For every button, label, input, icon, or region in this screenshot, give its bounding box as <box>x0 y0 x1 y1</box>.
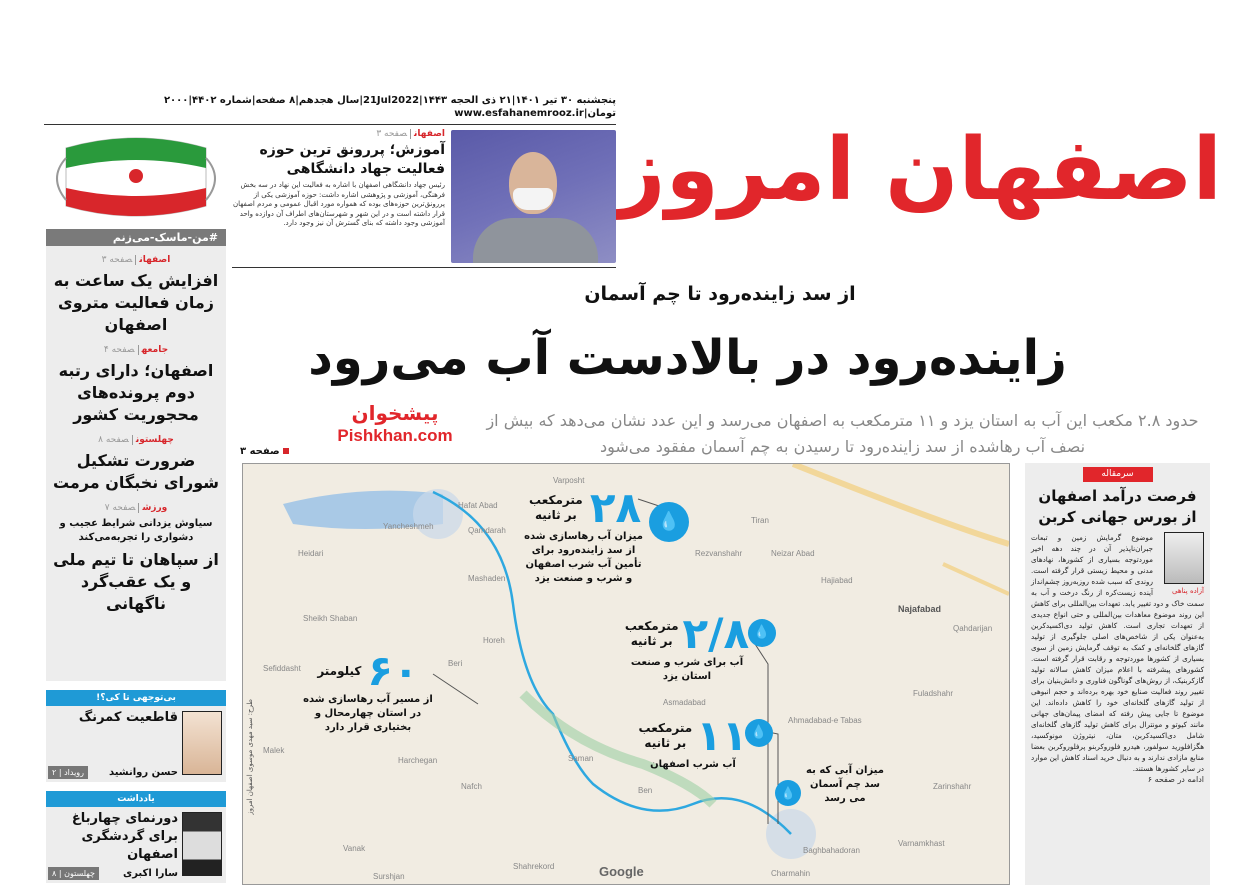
news-headline[interactable]: ضرورت تشکیل شورای نخبگان مرمت <box>52 451 219 492</box>
news-headline[interactable]: از سپاهان تا تیم ملی و یک عقب‌گرد ناگهانی <box>53 550 219 613</box>
author-figure <box>1158 532 1204 596</box>
box-title[interactable]: دورنمای چهارباغ برای گردشگری اصفهان <box>71 811 178 862</box>
annotation-cham-aseman: میزان آبی که به سد چم آسمان می رسد <box>806 765 884 804</box>
editorial-label: سرمقاله <box>1083 467 1153 482</box>
opinion-box[interactable] <box>46 690 226 782</box>
place-label: Hajiabad <box>821 576 853 585</box>
dateline: پنجشنبه ۳۰ تیر ۱۴۰۱|۲۱ ذی الحجه ۱۴۴۳|21Jul2022|سال هجدهم|۸ صفحه|شماره ۴۴۰۲|۲۰۰۰ تومان|www.esfahanemrooz.ir <box>44 94 616 125</box>
box-author: سارا اکبری <box>123 868 178 879</box>
item-kicker: ورزشصفحه ۷ <box>104 503 168 513</box>
place-label: Yancheshmeh <box>383 522 434 531</box>
map-credit: طرح: سید مهدی موسوی اصفهان امروز <box>246 699 254 815</box>
box-header: بی‌توجهی تا کی؟! <box>46 690 226 706</box>
place-label: Najafabad <box>898 604 942 614</box>
place-label: Charmahin <box>771 869 811 878</box>
annotation-2-8: ۲/۸ مترمکعب بر ثانیه آب برای شرب و صنعت استان یزد <box>624 609 750 682</box>
annotation-60: ۶۰ کیلومتر از مسیر آب رهاسازی شده در استان چهارمحال و بختیاری قرار دارد <box>303 646 433 733</box>
water-drop-icon: 💧 <box>775 780 801 806</box>
place-label: Malek <box>263 746 285 755</box>
place-label: Neizar Abad <box>771 549 815 558</box>
place-label: Ben <box>638 786 653 795</box>
place-label: Ahmadabad-e Tabas <box>788 716 862 725</box>
teaser-body: رئیس جهاد دانشگاهی اصفهان با اشاره به فعالیت این نهاد در سه بخش فرهنگی، آموزشی و پژوهشی اشاره داشت: حوزه آموزشی یکی از پررونق‌ترین حوزه‌های بوده که همواره مورد اقبال عمومی و مردم اصفهان قرار داشته است و در این شهر و شهرستان‌های اطراف آن دوازده واحد آموزشی وجود داشته که بنای گسترش آن نیز وجود دارد. <box>232 181 445 227</box>
place-label: Varnamkhast <box>898 839 945 848</box>
place-label: Surshjan <box>373 872 405 881</box>
place-label: Sheikh Shaban <box>303 614 358 623</box>
item-kicker: اصفهانصفحه ۳ <box>101 255 171 265</box>
pishkhan-watermark: پیشخوان Pishkhan.com <box>337 401 453 445</box>
annotation-11: ۱۱ مترمکعب بر ثانیه آب شرب اصفهان <box>638 711 748 770</box>
editorial-column <box>1025 463 1210 885</box>
place-label: Sefiddasht <box>263 664 301 673</box>
place-label: Fuladshahr <box>913 689 954 698</box>
box-title[interactable]: قاطعیت کمرنگ <box>78 710 178 725</box>
headline-lede: حدود ۲.۸ مکعب این آب به استان یزد و ۱۱ مترمکعب به اصفهان می‌رسد و این عدد نشان می‌دهد که بیش از نصف آب رهاشده از سد زاینده‌رود تا رسیدن به چم آسمان مفقود می‌شود <box>486 411 1199 456</box>
place-label: Mashaden <box>468 574 506 583</box>
author-photo <box>1164 532 1204 584</box>
editorial-title[interactable]: فرصت درآمد اصفهان از بورس جهانی کربن <box>1038 487 1197 526</box>
news-subtitle: سیاوش یزدانی شرایط عجیب و دشواری را تجربه‌می‌کند <box>59 518 213 543</box>
item-kicker: جامعهصفحه ۴ <box>103 345 169 355</box>
place-label: Zarinshahr <box>933 782 972 791</box>
place-label: Shahrekord <box>513 862 555 871</box>
editorial-author: آزاده پناهی <box>1172 587 1204 595</box>
river-map <box>242 463 1010 885</box>
hashtag-bar: #من-ماسک-می‌زنم <box>46 229 226 246</box>
place-label: Qahdarijan <box>953 624 993 633</box>
note-box[interactable] <box>46 791 226 883</box>
author-photo <box>182 711 222 775</box>
face-mask-flag-image <box>46 128 226 226</box>
box-author: حسن روانشید <box>108 767 178 778</box>
newspaper-logo: اصفهان امروز <box>615 119 1223 220</box>
hand-water-icon: 💧 <box>748 619 776 647</box>
teaser-kicker: اصفهانصفحه ۳ <box>376 129 445 139</box>
news-headline[interactable]: افزایش یک ساعت به زمان فعالیت متروی اصفهان <box>53 271 219 334</box>
teaser-title[interactable]: آموزش؛ پررونق ترین حوزه فعالیت جهاد دانشگاهی <box>259 142 445 177</box>
item-kicker: چهلستونصفحه ۸ <box>98 435 174 445</box>
top-teaser[interactable] <box>232 128 616 268</box>
place-label: Vanak <box>343 844 366 853</box>
editorial-body: موضوع گرمایش زمین و تبعات جبران‌ناپذیر آن در چند دهه اخیر موردتوجه بسیاری از کشورها، نهادهای مدنی و محیط زیستی قرار گرفته است. روندی که سبب شده روزبه‌روز چشم‌انداز آینده زیست‌کره از رنگ درخت و آب به سمت خاک و دود تغییر یابد. تعهدات بین‌المللی برای کاهش این روند موضوع معاهدات بین‌المللی و حتی انواع جدیدی از تعهدات تجاری است. کاهش تولید دی‌اکسیدکربن به‌عنوان یکی از شاخص‌های اصلی جلوگیری از تولید گازهای گلخانه‌ای و کمک به توقف گرمایش زمین از سوی بسیاری از کشورها موردتوجه و رقابت قرار گرفته است. کشورهای پیشرفته با اعلام میزان کاهش سالانه تولید گازکربنیک، از روش‌های گوناگون فناوری و دانش‌بنیان برای تغییر روند فعالیت صنایع خود بهره برده‌اند و حجم انبوهی از تولید گازهای گلخانه‌ای خود را کاهش داده‌اند. این موضوع تا جایی پیش رفته که امضای پیمان‌های جهانی مانند کیوتو و مونترال برای کاهش تولید گازهای گلخانه‌ای شامل دی‌اکسیدکربن، متان، نیتروژن مونوکسید، هگزافلورید سولفور، هیدرو فلوروکربنو پرفلوروکربن بعضا منابع مازادی ندارند و به دنبال خرید اسناد کاهش این موارد در سایر کشورها هستند. <box>1031 533 1204 773</box>
left-news-column <box>46 246 226 681</box>
place-label: Nafch <box>461 782 482 791</box>
place-label: Hafat Abad <box>458 501 498 510</box>
box-page: رویداد | ۲ <box>48 766 88 779</box>
place-label: Tiran <box>751 516 769 525</box>
place-label: Harchegan <box>398 756 438 765</box>
hand-water-icon: 💧 <box>745 719 773 747</box>
continued-link[interactable]: ادامه در صفحه ۶ <box>1147 775 1204 784</box>
place-label: Beri <box>448 659 463 668</box>
headline-supra: از سد زاینده‌رود تا چم آسمان <box>584 283 856 305</box>
place-label: Varposht <box>553 476 585 485</box>
water-drop-icon: 💧 <box>649 502 689 542</box>
annotation-28: ۲۸ مترمکعب بر ثانیه میزان آب رهاسازی شده از سد زاینده‌رود برای تأمین آب شرب اصفهان و شرب و صنعت یزد <box>524 483 643 584</box>
news-headline[interactable]: اصفهان؛ دارای رتبه دوم پرونده‌های محجوریت کشور <box>58 361 214 424</box>
google-logo: Google <box>599 864 644 879</box>
place-label: Horeh <box>483 636 505 645</box>
place-label: Asmadabad <box>663 698 706 707</box>
place-label: Rezvanshahr <box>695 549 743 558</box>
page-reference[interactable]: صفحه ۳ <box>240 446 289 457</box>
author-photo <box>182 812 222 876</box>
place-label: Baghbahadoran <box>803 846 860 855</box>
main-headline[interactable]: زاینده‌رود در بالادست آب می‌رود <box>308 330 1067 386</box>
teaser-photo <box>451 130 616 263</box>
box-page: چهلستون | ۸ <box>48 867 99 880</box>
place-label: Saman <box>568 754 594 763</box>
place-label: Heidari <box>298 549 324 558</box>
box-header: یادداشت <box>46 791 226 807</box>
place-label: Qamdarah <box>468 526 506 535</box>
